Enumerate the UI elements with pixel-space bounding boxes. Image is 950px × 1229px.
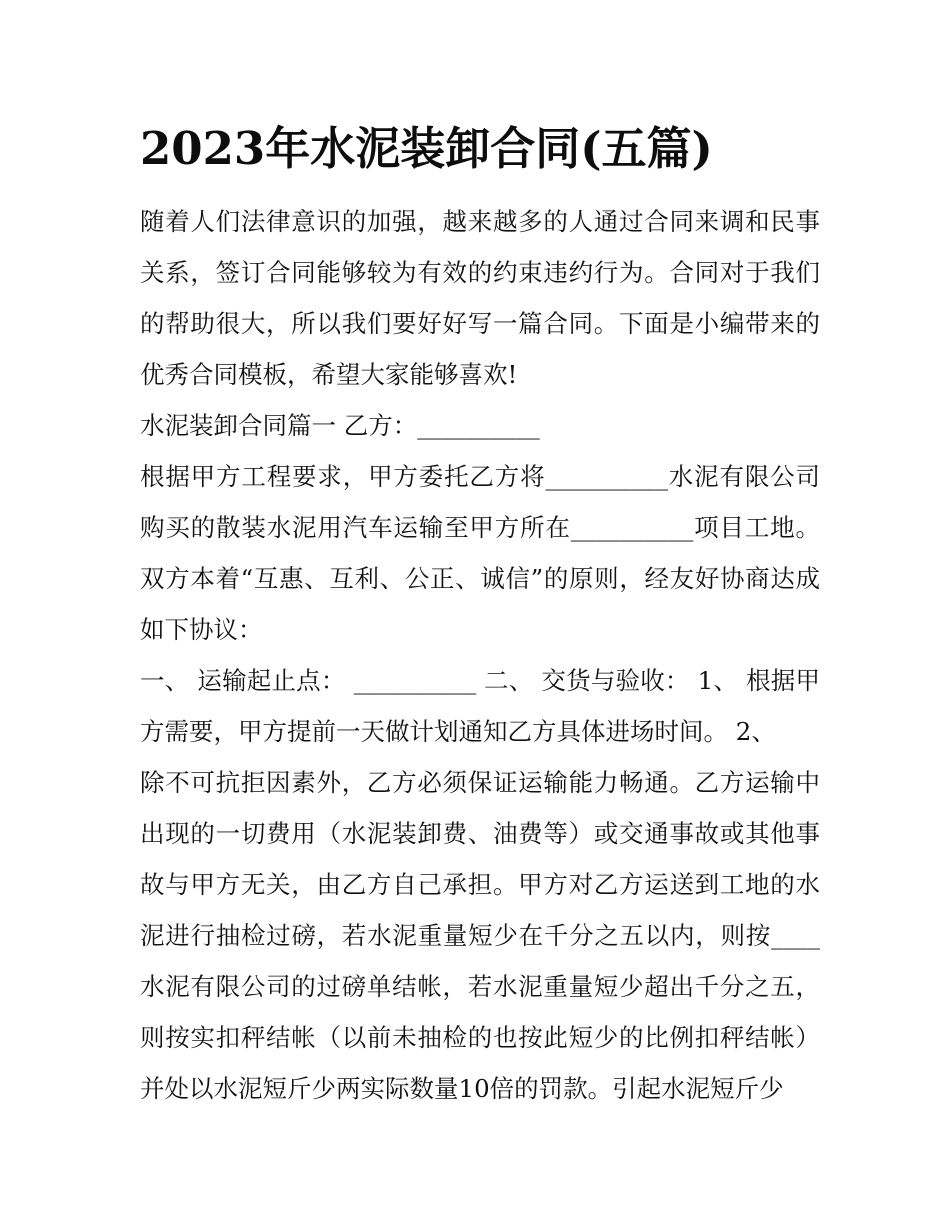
body-line: 水泥装卸合同篇一 乙方：__________ (140, 411, 540, 440)
body-line: 水泥有限公司的过磅单结帐，若水泥重量短少超出千分之五， (140, 972, 820, 1001)
body-line: 优秀合同模板，希望大家能够喜欢! (140, 360, 518, 389)
body-line: 随着人们法律意识的加强，越来越多的人通过合同来调和民事 (140, 207, 820, 236)
body-line: 根据甲方工程要求，甲方委托乙方将__________水泥有限公司 (140, 462, 820, 491)
body-line: 如下协议： (140, 615, 263, 644)
body-line: 购买的散装水泥用汽车运输至甲方所在__________项目工地。 (140, 513, 820, 542)
body-line: 除不可抗拒因素外，乙方必须保证运输能力畅通。乙方运输中 (140, 768, 820, 797)
body-line: 方需要，甲方提前一天做计划通知乙方具体进场时间。 2、 (140, 717, 776, 746)
body-line: 并处以水泥短斤少两实际数量10倍的罚款。引起水泥短斤少 (140, 1074, 784, 1103)
body-line: 故与甲方无关，由乙方自己承担。甲方对乙方运送到工地的水 (140, 870, 820, 899)
body-line: 双方本着“互惠、互利、公正、诚信”的原则，经友好协商达成 (140, 564, 820, 593)
document-body (140, 196, 820, 1114)
body-line: 的帮助很大，所以我们要好好写一篇合同。下面是小编带来的 (140, 309, 820, 338)
body-line: 一、 运输起止点： __________ 二、 交货与验收： 1、 根据甲 (140, 666, 820, 695)
body-line: 关系，签订合同能够较为有效的约束违约行为。合同对于我们 (140, 258, 820, 287)
document-title: 2023年水泥装卸合同(五篇) (140, 122, 713, 175)
body-line: 泥进行抽检过磅，若水泥重量短少在千分之五以内，则按____ (140, 921, 820, 950)
body-line: 出现的一切费用（水泥装卸费、油费等）或交通事故或其他事 (140, 819, 820, 848)
body-line: 则按实扣秤结帐（以前未抽检的也按此短少的比例扣秤结帐） (140, 1023, 820, 1052)
